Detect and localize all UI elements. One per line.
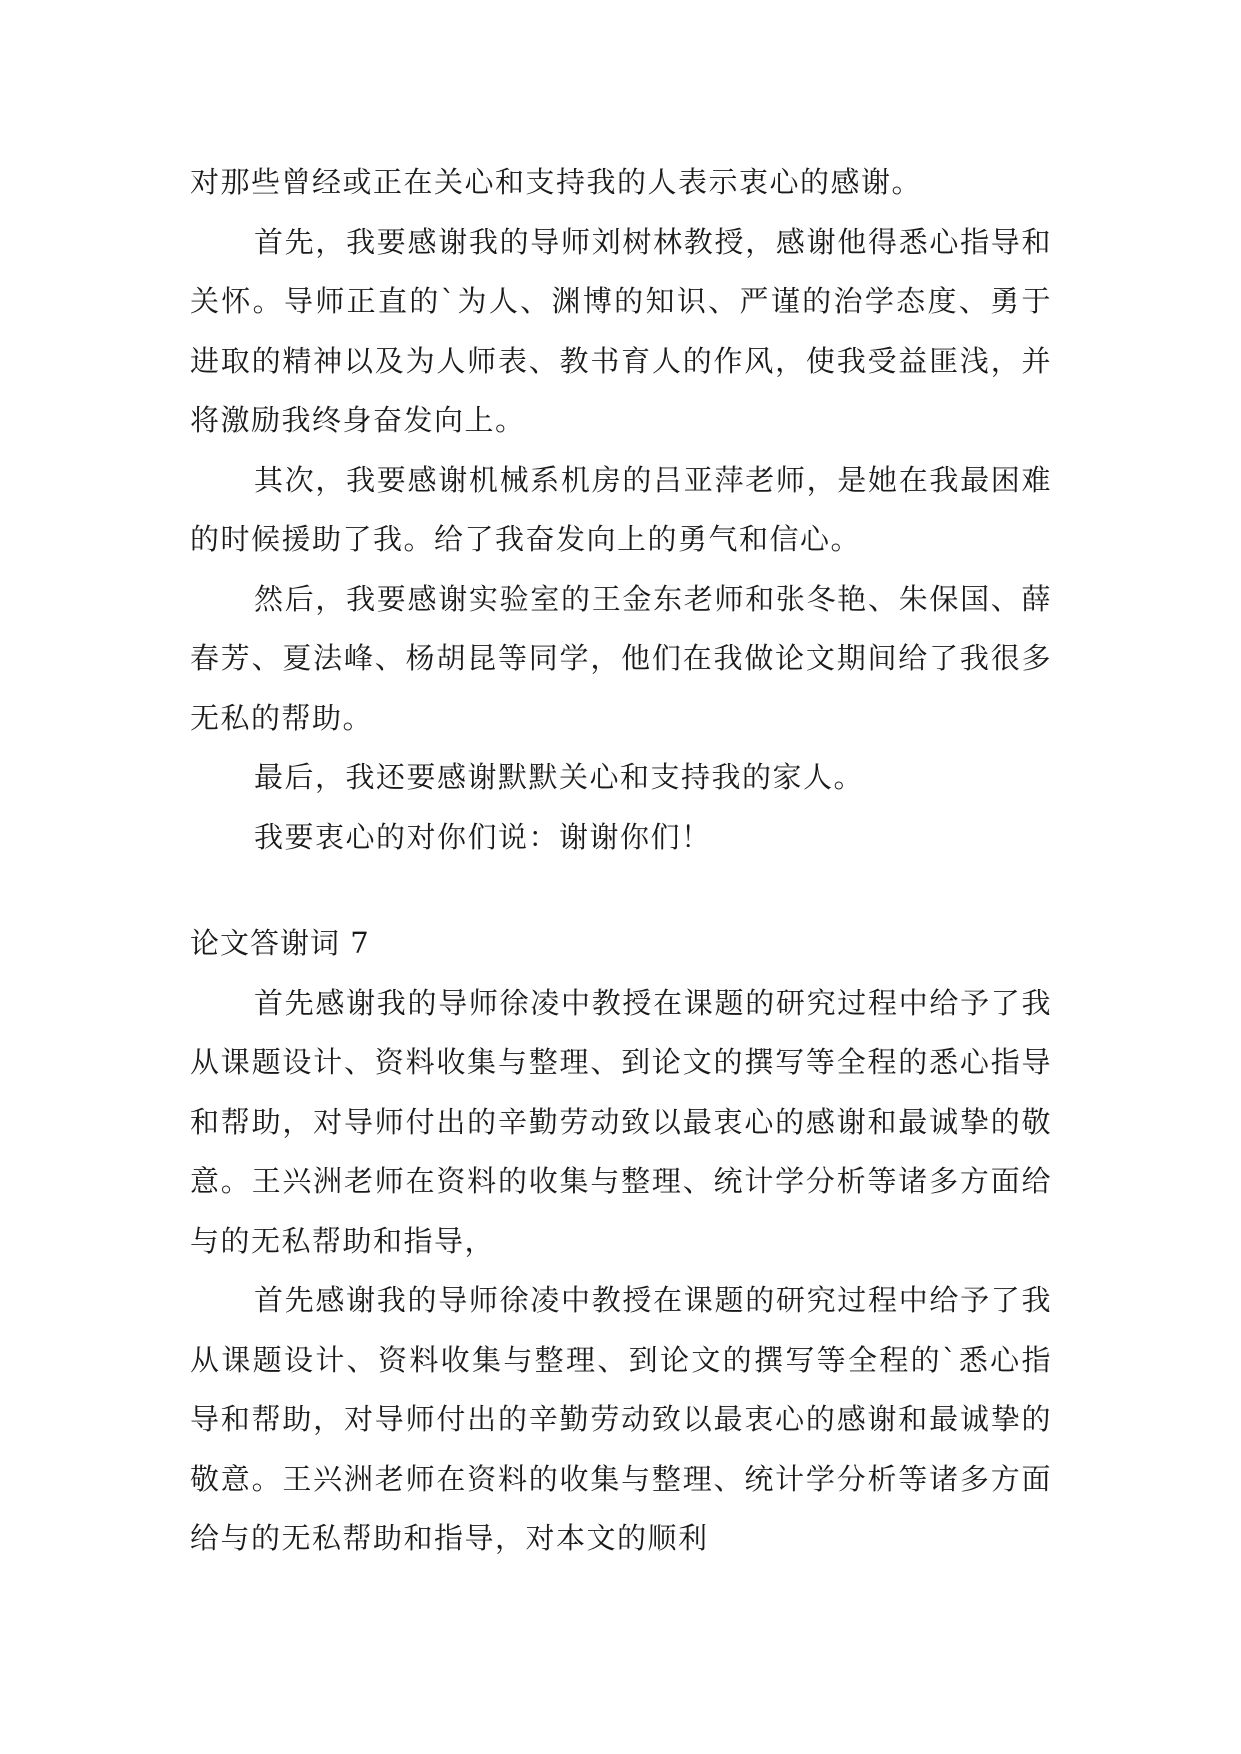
paragraph-thanks-supervisor: 首先，我要感谢我的导师刘树林教授，感谢他得悉心指导和关怀。导师正直的`为人、渊博的知识、严谨的治学态度、勇于进取的精神以及为人师表、教书育人的作风，使我受益匪浅，并将激励我终身奋发向上。: [190, 224, 1052, 437]
paragraph-thanks-lab-teacher: 其次，我要感谢机械系机房的吕亚萍老师，是她在我最困难的时候援助了我。给了我奋发向上的勇气和信心。: [190, 462, 1052, 556]
paragraph-thanks-classmates: 然后，我要感谢实验室的王金东老师和张冬艳、朱保国、薛春芳、夏法峰、杨胡昆等同学，他们在我做论文期间给了我很多无私的帮助。: [190, 581, 1052, 735]
paragraph-thanks-family: 最后，我还要感谢默默关心和支持我的家人。: [254, 760, 865, 794]
paragraph-continuation: 对那些曾经或正在关心和支持我的人表示衷心的感谢。: [190, 165, 923, 199]
section-heading: 论文答谢词 7: [190, 926, 370, 960]
paragraph-thanks-supervisor-xu: 首先感谢我的导师徐凌中教授在课题的研究过程中给予了我从课题设计、资料收集与整理、到论文的撰写等全程的悉心指导和帮助，对导师付出的辛勤劳动致以最衷心的感谢和最诚挚的敬意。王兴洲老师在资料的收集与整理、统计学分析等诸多方面给与的无私帮助和指导，: [190, 985, 1052, 1258]
acknowledgement-section-1: [190, 153, 1052, 867]
paragraph-thanks-supervisor-xu-repeat: 首先感谢我的导师徐凌中教授在课题的研究过程中给予了我从课题设计、资料收集与整理、到论文的撰写等全程的`悉心指导和帮助，对导师付出的辛勤劳动致以最衷心的感谢和最诚挚的敬意。王兴洲老师在资料的收集与整理、统计学分析等诸多方面给与的无私帮助和指导，对本文的顺利: [190, 1283, 1052, 1555]
acknowledgement-section-2: [190, 914, 1052, 1569]
paragraph-closing: 我要衷心的对你们说：谢谢你们！: [254, 819, 712, 854]
